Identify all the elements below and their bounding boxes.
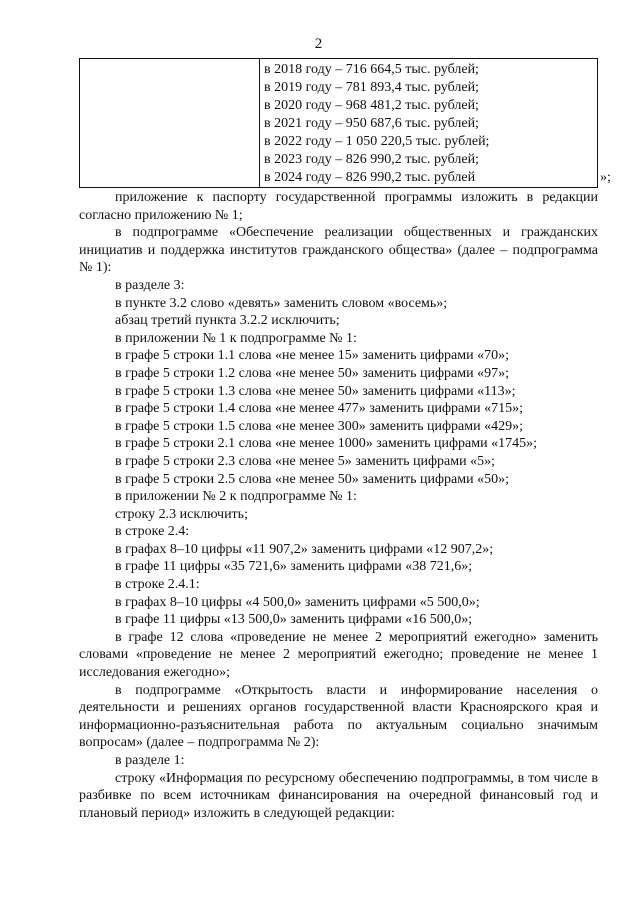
paragraph-row-1-5: в графе 5 строки 1.5 слова «не менее 300» заменить цифрами «429»; xyxy=(115,418,524,434)
table-cell-label xyxy=(80,59,260,188)
funding-line-2023: в 2023 году – 826 990,2 тыс. рублей; xyxy=(264,152,479,167)
paragraph-row-2-5: в графе 5 строки 2.5 слова «не менее 50» заменить цифрами «50»; xyxy=(115,471,510,487)
paragraph-annex-1: в приложении № 1 к подпрограмме № 1: xyxy=(115,330,357,346)
paragraph-row-1-2: в графе 5 строки 1.2 слова «не менее 50» заменить цифрами «97»; xyxy=(115,365,510,381)
paragraph-resource-row: строку «Информация по ресурсному обеспечению подпрограммы, в том числе в разбивке по всем источникам финансирования на очередной финансовый год и плановый период» изложить в следующей редакции: xyxy=(79,770,598,821)
funding-table xyxy=(79,58,598,188)
funding-line-2019: в 2019 году – 781 893,4 тыс. рублей; xyxy=(264,80,479,95)
paragraph-col-11-b: в графе 11 цифры «13 500,0» заменить цифрами «16 500,0»; xyxy=(115,612,473,628)
paragraph-point-3-2-2: абзац третий пункта 3.2.2 исключить; xyxy=(115,313,340,329)
funding-line-2022: в 2022 году – 1 050 220,5 тыс. рублей; xyxy=(264,134,490,149)
paragraph-row-1-3: в графе 5 строки 1.3 слова «не менее 50» заменить цифрами «113»; xyxy=(115,383,516,399)
closing-quote: »; xyxy=(600,170,611,185)
paragraph-annex-2: в приложении № 2 к подпрограмме № 1: xyxy=(115,489,357,505)
paragraph-section-3: в разделе 3: xyxy=(115,277,185,293)
paragraph-section-1: в разделе 1: xyxy=(115,753,185,768)
paragraph-row-2-4-1: в строке 2.4.1: xyxy=(115,577,200,593)
paragraph-point-3-2: в пункте 3.2 слово «девять» заменить словом «восемь»; xyxy=(115,295,448,311)
funding-line-2018: в 2018 году – 716 664,5 тыс. рублей; xyxy=(264,62,479,77)
funding-line-2020: в 2020 году – 968 481,2 тыс. рублей; xyxy=(264,98,479,113)
table-cell-funding xyxy=(260,59,598,188)
paragraph-col-11-a: в графе 11 цифры «35 721,6» заменить цифрами «38 721,6»; xyxy=(115,559,473,575)
paragraph-cols-8-10-b: в графах 8–10 цифры «4 500,0» заменить цифрами «5 500,0»; xyxy=(115,594,480,610)
paragraph-row-2-3-remove: строку 2.3 исключить; xyxy=(115,506,248,522)
table-row xyxy=(80,59,598,188)
paragraph-row-2-1: в графе 5 строки 2.1 слова «не менее 1000» заменить цифрами «1745»; xyxy=(115,436,538,452)
paragraph-row-1-1: в графе 5 строки 1.1 слова «не менее 15» заменить цифрами «70»; xyxy=(115,348,510,364)
paragraph-annex-passport: приложение к паспорту государственной программы изложить в редакции согласно приложению № 1; xyxy=(79,190,598,223)
funding-line-2021: в 2021 году – 950 687,6 тыс. рублей; xyxy=(264,116,479,131)
paragraph-cols-8-10-a: в графах 8–10 цифры «11 907,2» заменить цифрами «12 907,2»; xyxy=(115,541,494,557)
paragraph-subprogram-1: в подпрограмме «Обеспечение реализации общественных и гражданских инициатив и поддержка институтов гражданского общества» (далее – подпрограмма № 1): xyxy=(79,225,598,276)
paragraph-row-2-4: в строке 2.4: xyxy=(115,524,190,540)
document-body xyxy=(79,189,598,822)
page-number: 2 xyxy=(314,36,323,52)
paragraph-row-2-3: в графе 5 строки 2.3 слова «не менее 5» заменить цифрами «5»; xyxy=(115,453,496,469)
paragraph-col-12: в графе 12 слова «проведение не менее 2 мероприятий ежегодно» заменить словами «проведение не менее 2 мероприятий ежегодно; проведение не менее 1 исследования ежегодно»; xyxy=(79,629,598,681)
paragraph-subprogram-2: в подпрограмме «Открытость власти и информирование населения о деятельности и решениях органов государственной власти Красноярского края и информационно-разъяснительная работа по актуальным социально значимым вопросам» (далее – подпрограмма № 2): xyxy=(79,682,598,751)
paragraph-row-1-4: в графе 5 строки 1.4 слова «не менее 477» заменить цифрами «715»; xyxy=(115,401,524,417)
funding-line-2024: в 2024 году – 826 990,2 тыс. рублей xyxy=(264,170,476,185)
